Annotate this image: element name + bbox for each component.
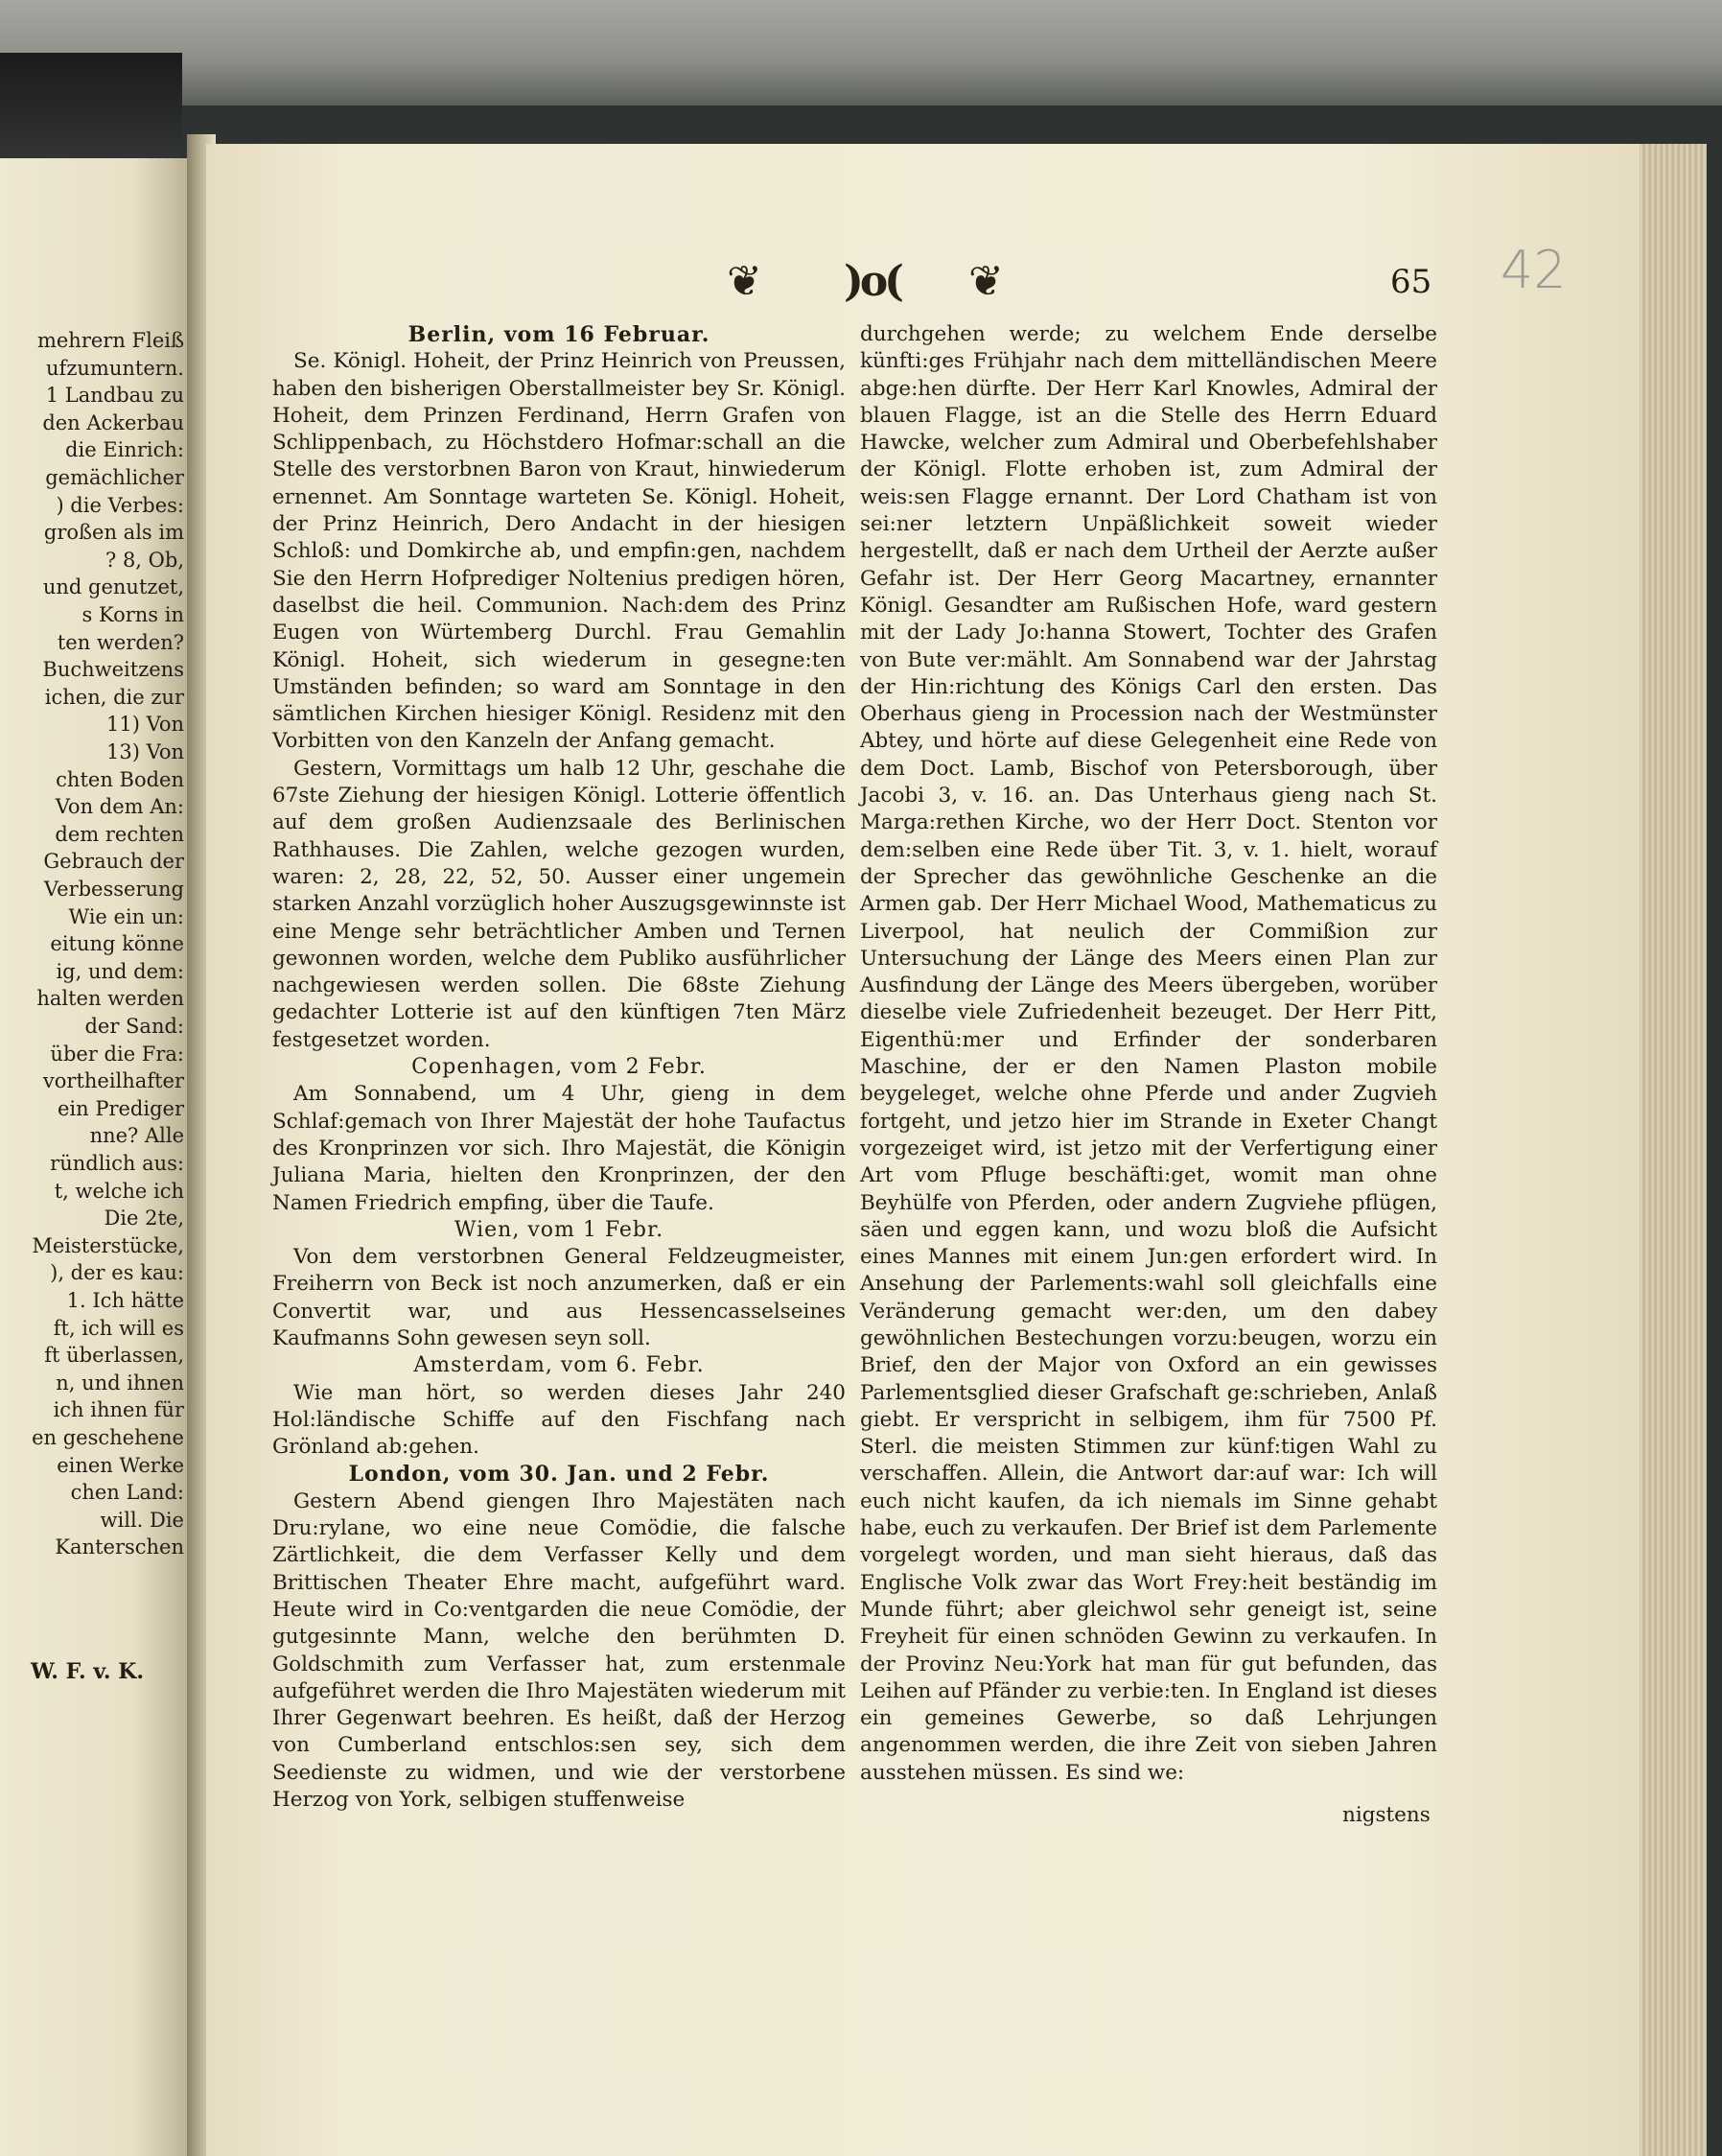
signature: W. F. v. K. <box>31 1659 144 1684</box>
left-page-line: ufzumuntern. <box>46 356 184 380</box>
left-page-line: Gebrauch der <box>43 850 184 874</box>
paragraph-london-continued: durchgehen werde; zu welchem Ende derselbe künfti:ges Frühjahr nach dem mittelländischen Meere abge:hen dürfte. Der Herr Karl Knowles, Admiral der blauen Flagge, ist an die Stelle des Herrn Eduard Hawcke, welcher zum Admiral und Oberbefehlshaber der Königl. Flotte erhoben ist, zum Admiral der weis:sen Flagge ernannt. Der Lord Chatham ist von sei:ner letztern Unpäßlichkeit soweit wieder hergestellt, daß er nach dem Urtheil der Aerzte außer Gefahr ist. Der Herr Georg Macartney, ernannter Königl. Gesandter am Rußischen Hofe, ward gestern mit der Lady Jo:hanna Stowert, Tochter des Grafen von Bute ver:mählt. Am Sonnabend war der Jahrstag der Hin:richtung des Königs Carl den ersten. Das Oberhaus gieng in Procession nach der Westmünster Abtey, und hörte auf diese Gelegenheit eine Rede von dem Doct. Lamb, Bischof von Petersborough, über Jacobi 3, v. 16. an. Das Unterhaus gieng nach St. Marga:rethen Kirche, wo der Herr Doct. Stenton vor dem:selben eine Rede über Tit. 3, v. 1. hielt, worauf der Sprecher das gewöhnliche Geschenke an die Armen gab. Der Herr Michael Wood, Mathematicus zu Liverpool, hat neulich der Commißion zur Untersuchung der Länge des Meers einen Plan zur Ausfindung der Länge des Meers übergeben, worüber dieselbe viele Zufriedenheit bezeuget. Der Herr Pitt, Eigenthü:mer und Erfinder der sonderbaren Maschine, der er den Namen Plaston mobile beygeleget, welche ohne Pferde und ander Zugvieh fortgeht, und jetzo hier im Strande in Exeter Changt vorgezeiget wird, ist jetzo mit der Verfertigung einer Art vom Pfluge beschäfti:get, womit man ohne Beyhülfe von Pferden, oder andern Zugviehe pflügen, säen und eggen kann, und wozu bloß die Aufsicht eines Mannes mit einem Jun:gen erfordert wird. In Ansehung der Parlements:wahl soll gleichfalls eine Veränderung gemacht wer:den, um den dabey gewöhnlichen Bestechungen vorzu:beugen, worzu ein Brief, den der Major von Oxford an ein gewisses Parlementsglied dieser Grafschaft ge:schrieben, Anlaß giebt. Er verspricht in selbigem, ihm für 7500 Pf. Sterl. die meisten Stimmen zur künf:tigen Wahl zu verschaffen. Allein, die Antwort dar:auf war: Ich will euch nicht kaufen, da ich niemals im Sinne gehabt habe, euch zu verkaufen. Der Brief ist dem Parlemente vorgelegt worden, und man sieht hieraus, daß das Englische Volk zwar das Wort Frey:heit beständig im Munde führt; aber gleichwol sehr geneigt ist, seine Freyheit für einen schnöden Gewinn zu verkaufen. In der Provinz Neu:York hat man für gut befunden, das Leihen auf Pfänder zu verbie:ten. In England ist dieses ein gemeines Gewerbe, so daß Lehrjungen angenommen werden, die ihre Zeit von sieben Jahren ausstehen müssen. Es sind we: <box>860 322 1437 1785</box>
page-number: 65 <box>1390 263 1432 301</box>
left-page-line: der Sand: <box>84 1015 184 1038</box>
left-page-line: Die 2te, <box>104 1207 184 1230</box>
left-page-line: Buchweitzens <box>42 658 184 682</box>
left-page-line: chen Land: <box>70 1481 184 1505</box>
left-page-line: Von dem An: <box>55 795 184 819</box>
left-page-line: vortheilhafter <box>42 1069 184 1093</box>
paragraph-berlin-1: Se. Königl. Hoheit, der Prinz Heinrich von Preussen, haben den bisherigen Oberstallmeister bey Sr. Königl. Hoheit, dem Prinzen Ferdinand, Herrn Grafen von Schlippenbach, zu Höchstdero Hofmar:schall an die Stelle des verstorbnen Baron von Kraut, hinwiederum ernennet. Am Sonntage warteten Se. Königl. Hoheit, der Prinz Heinrich, Dero Andacht in der hiesigen Schloß: und Domkirche ab, und empfin:gen, nachdem Sie den Herrn Hofprediger Noltenius predigen hören, daselbst die heil. Communion. Nach:dem des Prinz Eugen von Würtemberg Durchl. Frau Gemahlin Königl. Hoheit, sich wiederum in gesegne:ten Umständen befinden; so ward am Sonntage in den sämtlichen Kirchen hiesiger Königl. Residenz mit den Vorbitten von den Kanzeln der Anfang gemacht. <box>272 349 846 754</box>
paragraph-copenhagen: Am Sonnabend, um 4 Uhr, gieng in dem Schlaf:gemach von Ihrer Majestät der hohe Taufactus des Kronprinzen vor sich. Ihro Majestät, die Königin Juliana Maria, hielten den Kronprinzen, der den Namen Friedrich empfing, über die Taufe. <box>272 1082 846 1215</box>
left-page-line: Wie ein un: <box>68 904 184 928</box>
dateline-berlin: Berlin, vom 16 Februar. <box>407 322 710 347</box>
catchword: nigstens <box>1342 1803 1431 1827</box>
paragraph-amsterdam: Wie man hört, so werden dieses Jahr 240 Hol:ländische Schiffe auf den Fischfang nach Grönland ab:gehen. <box>272 1380 846 1460</box>
left-page-line: en geschehene <box>32 1426 184 1449</box>
page-edges <box>1630 144 1707 2156</box>
left-page-line: nne? Alle <box>89 1124 184 1148</box>
left-page-line: will. Die <box>100 1508 184 1532</box>
left-page-line: Kanterschen <box>55 1535 184 1559</box>
dateline-london: London, vom 30. Jan. und 2 Febr. <box>348 1462 770 1488</box>
left-page-line: ft überlassen, <box>44 1344 184 1368</box>
left-page-line: dem rechten <box>55 822 184 846</box>
text-column-right <box>860 321 1437 1787</box>
dateline-wien: Wien, vom 1 Febr. <box>454 1217 664 1242</box>
shell-ornament-icon: ❦ <box>968 257 1004 306</box>
center-mark: )o( <box>844 257 900 306</box>
left-page-line: Verbesserung <box>43 878 184 901</box>
paragraph-berlin-2: Gestern, Vormittags um halb 12 Uhr, geschahe die 67ste Ziehung der hiesigen Königl. Lotterie öffentlich auf dem großen Audienzsaale des Berlinischen Rathhauses. Die Zahlen, welche gezogen wurden, waren: 2, 28, 22, 52, 50. Ausser einer ungemein starken Anzahl vorzüglich hoher Auszugsgewinnste ist eine Menge sehr beträchtlicher Amben und Ternen gewonnen worden, welche dem Publiko ausführlicher nachgewiesen werden sollen. Die 68ste Ziehung gedachter Lotterie ist auf den künftigen 7ten März festgesetzet worden. <box>272 756 846 1052</box>
left-page-line: die Einrich: <box>65 438 184 462</box>
left-page-line: chten Boden <box>56 767 184 791</box>
page-header <box>690 257 1524 315</box>
shell-ornament-icon: ❦ <box>727 257 762 306</box>
book-cover-top <box>0 0 1722 105</box>
left-page-line: 13) Von <box>106 740 184 763</box>
left-page-line: gemächlicher <box>45 466 184 489</box>
paragraph-wien: Von dem verstorbnen General Feldzeugmeister, Freiherrn von Beck ist noch anzumerken, daß er ein Convertit war, und aus Hessencasselseines Kaufmanns Sohn gewesen seyn soll. <box>272 1245 846 1350</box>
left-page-line: s Korns in <box>81 603 184 626</box>
left-page-line: n, und ihnen <box>56 1371 184 1394</box>
left-page-line: t, welche ich <box>54 1179 184 1203</box>
dateline-amsterdam: Amsterdam, vom 6. Febr. <box>413 1353 705 1378</box>
left-page-line: 1 Landbau zu <box>45 384 184 408</box>
dateline-copenhagen: Copenhagen, vom 2 Febr. <box>411 1055 707 1080</box>
left-page-line: ), der es kau: <box>50 1261 184 1285</box>
archive-number: 42 <box>1501 240 1567 300</box>
left-page-line: 11) Von <box>106 713 184 737</box>
left-page-line: ten werden? <box>57 630 184 654</box>
left-page-line: Meisterstücke, <box>32 1233 184 1257</box>
left-page-fragment <box>0 158 192 2156</box>
left-page-line: großen als im <box>43 521 184 545</box>
left-page-line: ründlich aus: <box>50 1152 184 1175</box>
left-page-line: ) die Verbes: <box>56 493 184 517</box>
left-page-line: den Ackerbau <box>42 410 184 434</box>
text-column-left <box>272 321 846 1814</box>
left-page-line: ein Prediger <box>57 1096 184 1120</box>
left-page-line: ich ihnen für <box>53 1398 184 1422</box>
left-page-line: eitung könne <box>50 932 184 956</box>
left-page-line: einen Werke <box>57 1453 184 1477</box>
left-page-line: 1. Ich hätte <box>66 1289 184 1312</box>
left-page-line: über die Fra: <box>50 1042 184 1066</box>
left-page-line: ? 8, Ob, <box>105 548 184 572</box>
left-page-line: und genutzet, <box>42 575 184 599</box>
left-page-line: ichen, die zur <box>44 685 184 709</box>
left-page-line: ft, ich will es <box>53 1316 184 1340</box>
left-page-line: ig, und dem: <box>56 959 184 983</box>
paragraph-london: Gestern Abend giengen Ihro Majestäten nach Dru:rylane, wo eine neue Comödie, die falsche Zärtlichkeit, die dem Verfasser Kelly und dem Brittischen Theater Ehre macht, aufgeführt ward. Heute wird in Co:ventgarden die neue Comödie, der gutgesinnte Mann, welche den berühmten D. Goldschmith zum Verfasser hat, zum erstenmale aufgeführet werden die Ihro Majestäten wiederum mit Ihrer Gegenwart beehren. Es heißt, daß der Herzog von Cumberland entschlos:sen sey, sich dem Seedienste zu widmen, und wie der verstorbene Herzog von York, selbigen stuffenweise <box>272 1488 846 1813</box>
left-page-line: mehrern Fleiß <box>36 329 184 352</box>
left-page-line: halten werden <box>36 987 184 1011</box>
